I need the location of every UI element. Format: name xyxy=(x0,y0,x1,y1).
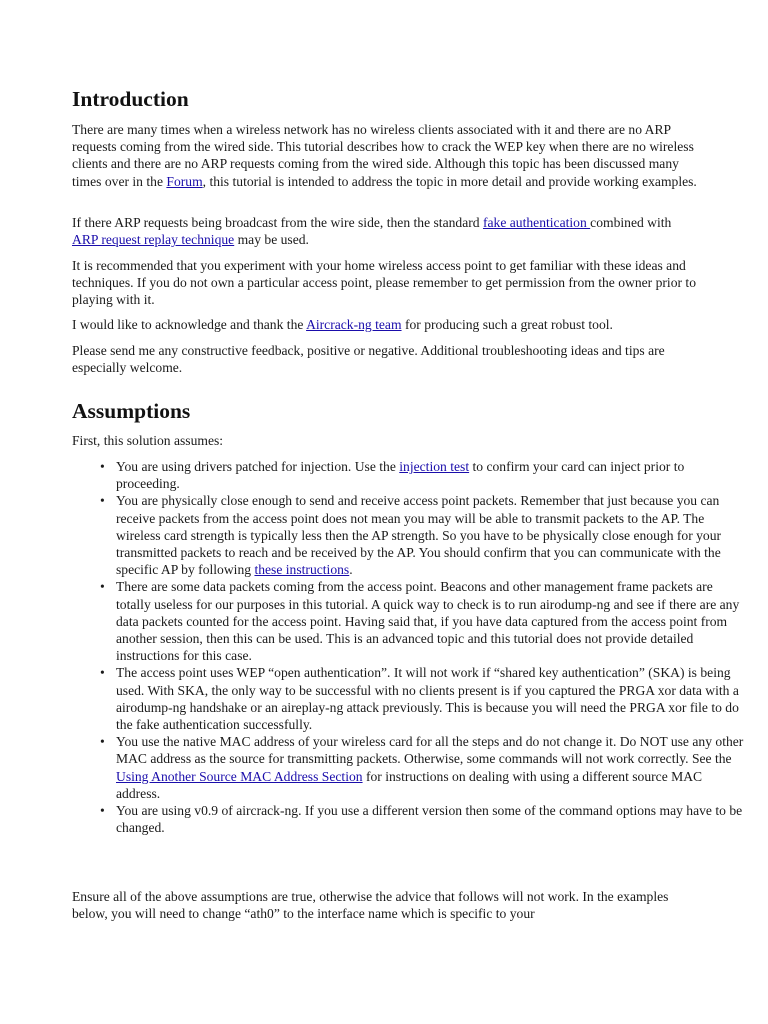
aircrack-team-link[interactable]: Aircrack-ng team xyxy=(306,317,402,332)
assumptions-heading: Assumptions xyxy=(72,399,191,423)
list-item: • You use the native MAC address of your wireless card for all the steps and do not change it. Do NOT use any other MAC address as the source for transmitting packets. Otherwise, some commands will not work correctly. See the Using Another Source MAC Address Section for instructions on dealing with using a different source MAC address. xyxy=(116,733,744,802)
fake-authentication-link[interactable]: fake authentication xyxy=(482,215,591,230)
introduction-heading: Introduction xyxy=(72,87,189,111)
intro-paragraph-5: Please send me any constructive feedback, positive or negative. Additional troubleshooting ideas and tips are especially welcome. xyxy=(72,343,665,376)
list-item: • You are physically close enough to send and receive access point packets. Remember that just because you can receive packets from the access point does not mean you may will be able to transmit packets to the AP. The wireless card strength is typically less then the AP strength. So you have to be physically close enough for your transmitted packets to reach and be received by the AP. You should confirm that you can communicate with the specific AP by following these instructions. xyxy=(116,492,744,578)
these-instructions-link[interactable]: these instructions xyxy=(254,562,350,578)
intro-paragraph-3: It is recommended that you experiment with your home wireless access point to get familiar with these ideas and techniques. If you do not own a particular access point, please remember to get permission from the owner prior to playing with it. xyxy=(72,258,696,308)
list-item: • The access point uses WEP “open authentication”. It will not work if “shared key authentication” (SKA) is being used. With SKA, the only way to be successful with no clients present is if you captured the PRGA xor data with a airodump-ng handshake or an aireplay-ng attack previously. This is because you will need the PRGA xor file to do the fake authentication successfully. xyxy=(116,664,744,733)
intro-paragraph-4: I would like to acknowledge and thank the Aircrack-ng team for producing such a great robust tool. xyxy=(72,317,613,332)
assumptions-closing: Ensure all of the above assumptions are true, otherwise the advice that follows will not work. In the examples below, you will need to change “ath0” to the interface name which is specific to your xyxy=(72,889,669,922)
assumptions-list xyxy=(72,458,744,836)
intro-paragraph-1: There are many times when a wireless network has no wireless clients associated with it and there are no ARP requests coming from the wired side. This tutorial describes how to crack the WEP key when there are no wireless clients and there are no ARP requests coming from the wired side. Although this topic has been discussed many times over in the Forum, this tutorial is intended to address the topic in more detail and provide working examples. xyxy=(72,122,697,189)
arp-request-replay-link[interactable]: ARP request replay technique xyxy=(72,232,235,248)
list-item: • There are some data packets coming from the access point. Beacons and other management frame packets are totally useless for our purposes in this tutorial. A quick way to check is to run airodump-ng and see if there are any data packets counted for the access point. Having said that, if you have data captured from the access point from another session, then this can be used. This is an advanced topic and this tutorial does not provide detailed instructions for this case. xyxy=(116,578,744,664)
list-item: • You are using v0.9 of aircrack-ng. If you use a different version then some of the command options may have to be changed. xyxy=(116,802,744,836)
assumptions-intro: First, this solution assumes: xyxy=(72,433,224,448)
forum-link[interactable]: Forum xyxy=(166,173,203,189)
another-source-mac-link[interactable]: Using Another Source MAC Address Section xyxy=(116,768,363,784)
intro-paragraph-2: If there ARP requests being broadcast from the wire side, then the standard fake authentication combined with ARP request replay technique may be used. xyxy=(72,215,672,248)
injection-test-link[interactable]: injection test xyxy=(399,459,470,474)
list-item: • You are using drivers patched for injection. Use the injection test to confirm your card can inject prior to proceeding. xyxy=(116,458,744,492)
